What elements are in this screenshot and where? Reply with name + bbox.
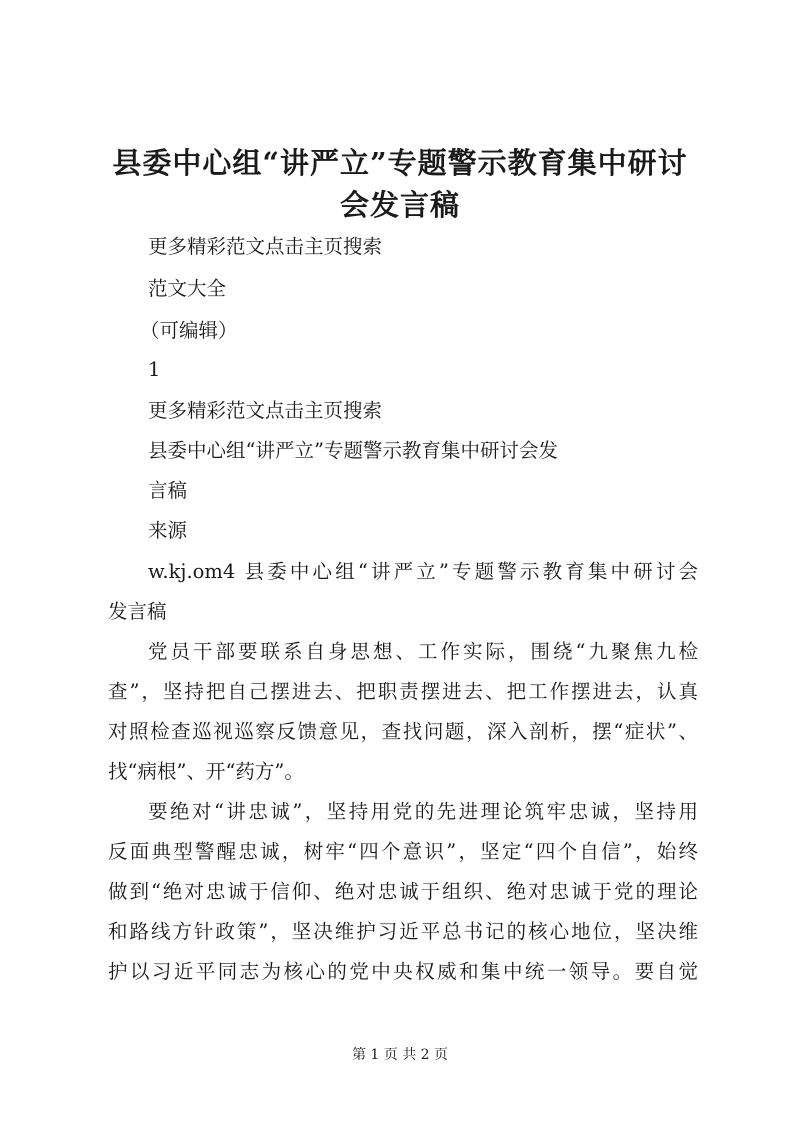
promo-text: 更多精彩范文点击主页搜索 <box>148 235 383 258</box>
promo-text-2: 更多精彩范文点击主页搜索 <box>148 399 383 422</box>
paragraph-2-line-2: 反面典型警醒忠诚，树牢“四个意识”，坚定“四个自信”，始终 <box>108 840 698 863</box>
paragraph-1-line-3: 对照检查巡视巡察反馈意见，查找问题，深入剖析，摆“症状”、 <box>108 720 698 743</box>
subtitle-line-1: 县委中心组“讲严立”专题警示教育集中研讨会发 <box>148 439 558 462</box>
paragraph-1-line-4: 找“病根”、开“药方”。 <box>108 760 304 783</box>
paragraph-2-line-5: 护以习近平同志为核心的党中央权威和集中统一领导。要自觉 <box>108 960 698 983</box>
document-title-line-2: 会发言稿 <box>339 188 460 222</box>
subtitle-line-2: 言稿 <box>148 479 188 502</box>
number-line: 1 <box>148 358 161 381</box>
source-label: 来源 <box>148 519 188 542</box>
paragraph-1-line-1: 党员干部要联系自身思想、工作实际，围绕“九聚焦九检 <box>148 640 698 663</box>
paragraph-1-line-2: 查”，坚持把自己摆进去、把职责摆进去、把工作摆进去，认真 <box>108 680 698 703</box>
category-text: 范文大全 <box>148 277 227 300</box>
paragraph-2-line-4: 和路线方针政策”，坚决维护习近平总书记的核心地位，坚决维 <box>108 920 698 943</box>
editable-note: （可编辑） <box>140 319 238 342</box>
paragraph-2-line-1: 要绝对“讲忠诚”，坚持用党的先进理论筑牢忠诚，坚持用 <box>148 800 698 823</box>
source-line-1: w.kj.om4 县委中心组“讲严立”专题警示教育集中研讨会 <box>148 560 698 583</box>
document-title-line-1: 县委中心组“讲严立”专题警示教育集中研讨 <box>112 146 688 180</box>
page-footer: 第 1 页 共 2 页 <box>351 1047 449 1063</box>
paragraph-2-line-3: 做到“绝对忠诚于信仰、绝对忠诚于组织、绝对忠诚于党的理论 <box>108 880 698 903</box>
source-line-2: 发言稿 <box>108 600 167 623</box>
